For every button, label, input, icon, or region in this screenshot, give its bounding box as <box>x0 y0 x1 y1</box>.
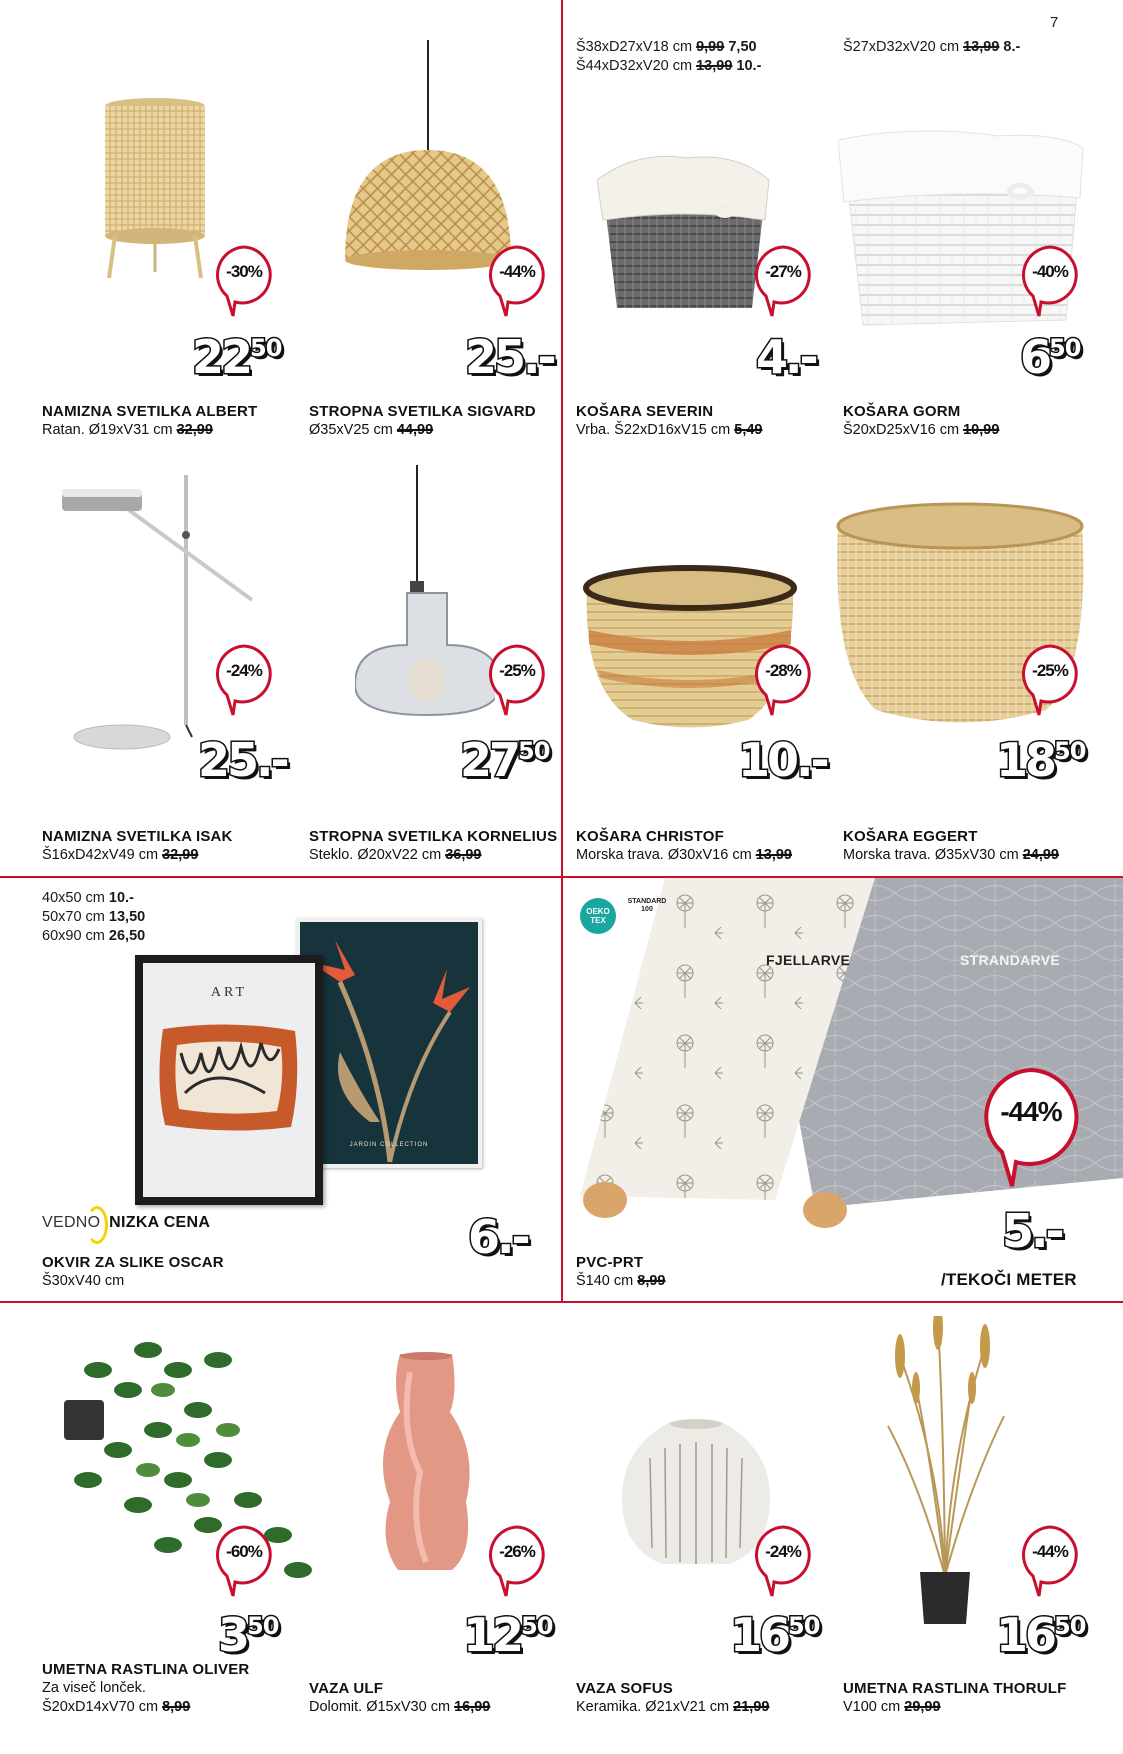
ulf-discount-badge: -26% <box>486 1524 548 1598</box>
gorm-price: 650 <box>1020 330 1081 384</box>
ulf-vase-image <box>370 1352 480 1574</box>
oscar-variant-3: 60x90 cm 26,50 <box>42 928 146 944</box>
kornelius-price: 2750 <box>460 733 550 787</box>
pvc-name: PVC-PRT <box>576 1254 644 1271</box>
severin-variant-1: Š38xD27xV18 cm 9,99 7,50 <box>576 39 757 55</box>
eggert-discount-badge: -25% <box>1019 643 1081 717</box>
oscar-variant-1: 40x50 cm 10.- <box>42 890 134 906</box>
christof-desc: Morska trava. Ø30xV16 cm 13,99 <box>576 847 792 863</box>
thorulf-name: UMETNA RASTLINA THORULF <box>843 1680 1067 1697</box>
gorm-discount-badge: -40% <box>1019 244 1081 318</box>
gorm-variant-1: Š27xD32xV20 cm 13,99 8.- <box>843 39 1021 55</box>
gorm-desc: Š20xD25xV16 cm 10,99 <box>843 422 1000 438</box>
thorulf-price: 1650 <box>996 1608 1086 1662</box>
oscar-frame-back <box>296 918 482 1168</box>
ulf-price: 1250 <box>463 1608 553 1662</box>
isak-discount-badge: -24% <box>213 643 275 717</box>
albert-name: NAMIZNA SVETILKA ALBERT <box>42 403 258 420</box>
albert-lamp-image <box>95 96 215 286</box>
oliver-plant-image <box>58 1330 328 1590</box>
divider-horizontal-2 <box>0 1301 1123 1303</box>
sigvard-price: 25.- <box>465 330 554 384</box>
severin-name: KOŠARA SEVERIN <box>576 403 714 420</box>
gorm-name: KOŠARA GORM <box>843 403 961 420</box>
pattern-label-fjellarve: FJELLARVE <box>766 952 851 968</box>
pvc-desc: Š140 cm 8,99 <box>576 1273 666 1289</box>
christof-price: 10.- <box>738 733 827 787</box>
kornelius-discount-badge: -25% <box>486 643 548 717</box>
ulf-name: VAZA ULF <box>309 1680 384 1697</box>
oscar-poster-title: ART <box>210 985 248 1000</box>
severin-basket-image <box>597 150 772 315</box>
oscar-variants <box>42 889 145 946</box>
christof-name: KOŠARA CHRISTOF <box>576 828 725 845</box>
christof-discount-badge: -28% <box>752 643 814 717</box>
page-number: 7 <box>1050 14 1059 31</box>
sigvard-desc: Ø35xV25 cm 44,99 <box>309 422 434 438</box>
oscar-frame-front <box>135 955 323 1205</box>
severin-variants <box>576 38 761 76</box>
oscar-variant-2: 50x70 cm 13,50 <box>42 909 146 925</box>
oliver-desc: Š20xD14xV70 cm 8,99 <box>42 1699 191 1715</box>
oliver-desc-line1: Za viseč lonček. <box>42 1680 146 1696</box>
vedno-nizka-cena-logo: VEDNO NIZKA CENA <box>42 1214 210 1232</box>
oliver-discount-badge: -60% <box>213 1524 275 1598</box>
albert-price: 2250 <box>192 330 282 384</box>
oscar-price: 6.- <box>468 1210 528 1264</box>
pattern-label-strandarve: STRANDARVE <box>960 952 1060 968</box>
thorulf-plant-image <box>880 1316 1010 1628</box>
severin-discount-badge: -27% <box>752 244 814 318</box>
oscar-poster2-text: JARDIN COLLECTION <box>349 1142 429 1148</box>
oliver-name: UMETNA RASTLINA OLIVER <box>42 1661 250 1678</box>
albert-discount-badge: -30% <box>213 244 275 318</box>
sofus-price: 1650 <box>730 1608 820 1662</box>
pvc-unit: /TEKOČI METER <box>941 1270 1077 1289</box>
pvc-discount-badge: -44% <box>979 1066 1083 1190</box>
eggert-desc: Morska trava. Ø35xV30 cm 24,99 <box>843 847 1059 863</box>
severin-desc: Vrba. Š22xD16xV15 cm 5,49 <box>576 422 763 438</box>
sigvard-name: STROPNA SVETILKA SIGVARD <box>309 403 536 420</box>
oscar-name: OKVIR ZA SLIKE OSCAR <box>42 1254 224 1271</box>
kornelius-name: STROPNA SVETILKA KORNELIUS <box>309 828 558 845</box>
oliver-price: 350 <box>218 1608 279 1662</box>
pvc-price: 5.- <box>1002 1204 1062 1258</box>
sofus-discount-badge: -24% <box>752 1524 814 1598</box>
severin-variant-2: Š44xD32xV20 cm 13,99 10.- <box>576 58 762 74</box>
isak-price: 25.- <box>198 733 287 787</box>
sofus-desc: Keramika. Ø21xV21 cm 21,99 <box>576 1699 770 1715</box>
gorm-variants <box>843 38 1020 57</box>
kornelius-lamp-image <box>355 465 495 725</box>
sofus-vase-image <box>620 1418 772 1568</box>
divider-vertical-top <box>561 0 563 1302</box>
albert-desc: Ratan. Ø19xV31 cm 32,99 <box>42 422 213 438</box>
eggert-name: KOŠARA EGGERT <box>843 828 978 845</box>
thorulf-discount-badge: -44% <box>1019 1524 1081 1598</box>
isak-desc: Š16xD42xV49 cm 32,99 <box>42 847 199 863</box>
oscar-desc: Š30xV40 cm <box>42 1273 125 1289</box>
sofus-name: VAZA SOFUS <box>576 1680 674 1697</box>
severin-price: 4.- <box>756 330 816 384</box>
kornelius-desc: Steklo. Ø20xV22 cm 36,99 <box>309 847 482 863</box>
eggert-price: 1850 <box>996 733 1086 787</box>
ulf-desc: Dolomit. Ø15xV30 cm 16,99 <box>309 1699 491 1715</box>
isak-name: NAMIZNA SVETILKA ISAK <box>42 828 233 845</box>
thorulf-desc: V100 cm 29,99 <box>843 1699 941 1715</box>
sigvard-discount-badge: -44% <box>486 244 548 318</box>
